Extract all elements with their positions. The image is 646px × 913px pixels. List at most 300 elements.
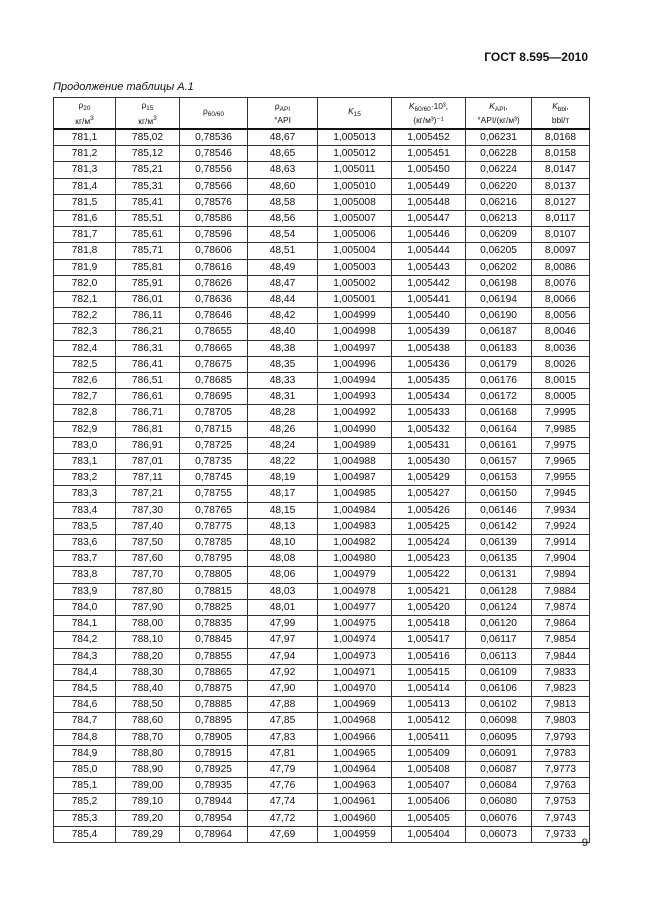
table-cell: 1,004994: [318, 373, 392, 389]
table-cell: 784,7: [54, 713, 116, 729]
table-cell: 0,78556: [180, 162, 248, 178]
table-cell: 48,33: [248, 373, 318, 389]
table-cell: 47,97: [248, 632, 318, 648]
table-cell: 47,81: [248, 745, 318, 761]
table-row: [54, 567, 590, 583]
table-cell: 784,9: [54, 745, 116, 761]
table-cell: 0,78925: [180, 761, 248, 777]
table-cell: 1,005434: [392, 389, 466, 405]
table-cell: 782,6: [54, 373, 116, 389]
table-cell: 0,06098: [466, 713, 532, 729]
table-cell: 7,9854: [532, 632, 590, 648]
standard-number: ГОСТ 8.595—2010: [484, 50, 588, 64]
table-cell: 0,06205: [466, 243, 532, 259]
table-row: [54, 129, 590, 146]
table-cell: 0,78845: [180, 632, 248, 648]
table-cell: 789,20: [116, 810, 180, 826]
table-cell: 785,12: [116, 146, 180, 162]
table-cell: 0,06202: [466, 259, 532, 275]
table-cell: 1,005413: [392, 697, 466, 713]
table-cell: 785,4: [54, 826, 116, 842]
table-cell: 786,81: [116, 421, 180, 437]
symbol-letter: ρ: [202, 106, 208, 116]
table-cell: 1,005450: [392, 162, 466, 178]
table-cell: 0,78875: [180, 680, 248, 696]
table-caption: Продолжение таблицы А.1: [53, 81, 194, 93]
table-cell: 783,2: [54, 470, 116, 486]
table-cell: 48,28: [248, 405, 318, 421]
table-cell: 0,78596: [180, 227, 248, 243]
table-cell: 48,06: [248, 567, 318, 583]
table-cell: 786,71: [116, 405, 180, 421]
table-cell: 0,78765: [180, 502, 248, 518]
table-row: [54, 502, 590, 518]
table-cell: 7,9995: [532, 405, 590, 421]
table-row: [54, 518, 590, 534]
table-body: [54, 129, 590, 842]
table-cell: 1,004964: [318, 761, 392, 777]
table-row: [54, 389, 590, 405]
table-cell: 0,06109: [466, 664, 532, 680]
table-cell: 8,0015: [532, 373, 590, 389]
table-cell: 781,4: [54, 178, 116, 194]
table-cell: 7,9914: [532, 535, 590, 551]
table-row: [54, 745, 590, 761]
table-cell: 781,1: [54, 129, 116, 146]
table-cell: 0,06131: [466, 567, 532, 583]
table-cell: 0,78665: [180, 340, 248, 356]
table-cell: 784,4: [54, 664, 116, 680]
table-cell: 1,004978: [318, 583, 392, 599]
table-cell: 7,9955: [532, 470, 590, 486]
table-row: [54, 583, 590, 599]
table-cell: 48,51: [248, 243, 318, 259]
table-cell: 1,005447: [392, 211, 466, 227]
table-cell: 1,004977: [318, 599, 392, 615]
table-row: [54, 373, 590, 389]
table-cell: 8,0168: [532, 129, 590, 146]
table-cell: 1,005416: [392, 648, 466, 664]
column-unit: [56, 114, 113, 126]
unit-superscript: 3: [153, 115, 157, 122]
table-cell: 788,90: [116, 761, 180, 777]
column-header: [392, 98, 466, 130]
table-cell: 783,1: [54, 454, 116, 470]
table-cell: 1,005010: [318, 178, 392, 194]
table-cell: 1,005436: [392, 356, 466, 372]
table-cell: 0,06157: [466, 454, 532, 470]
table-cell: 1,004975: [318, 616, 392, 632]
symbol-subscript: 20: [83, 105, 91, 112]
table-cell: 783,6: [54, 535, 116, 551]
table-cell: 0,06220: [466, 178, 532, 194]
table-cell: 48,63: [248, 162, 318, 178]
table-cell: 1,005435: [392, 373, 466, 389]
table-cell: 0,06216: [466, 194, 532, 210]
table-cell: 785,21: [116, 162, 180, 178]
table-cell: 7,9975: [532, 437, 590, 453]
table-cell: 48,56: [248, 211, 318, 227]
column-symbol: [118, 100, 177, 114]
table-cell: 0,78855: [180, 648, 248, 664]
table-cell: 1,005001: [318, 292, 392, 308]
table-cell: 1,005411: [392, 729, 466, 745]
table-cell: 1,004997: [318, 340, 392, 356]
table-cell: 782,2: [54, 308, 116, 324]
table-cell: 784,1: [54, 616, 116, 632]
table-row: [54, 664, 590, 680]
data-table: [53, 97, 590, 843]
table-cell: 783,5: [54, 518, 116, 534]
table-row: [54, 486, 590, 502]
unit-text: bbl/т: [551, 115, 570, 125]
table-cell: 786,21: [116, 324, 180, 340]
table-cell: 8,0137: [532, 178, 590, 194]
table-cell: 785,3: [54, 810, 116, 826]
table-cell: 1,005427: [392, 486, 466, 502]
table-row: [54, 324, 590, 340]
table-cell: 785,31: [116, 178, 180, 194]
table-cell: 781,3: [54, 162, 116, 178]
table-cell: 0,78825: [180, 599, 248, 615]
table-cell: 1,005448: [392, 194, 466, 210]
table-cell: 48,44: [248, 292, 318, 308]
table-cell: 48,15: [248, 502, 318, 518]
table-cell: 0,78895: [180, 713, 248, 729]
table-cell: 1,004998: [318, 324, 392, 340]
table-cell: 785,1: [54, 778, 116, 794]
table-cell: 0,06113: [466, 648, 532, 664]
table-cell: 0,78915: [180, 745, 248, 761]
table-cell: 1,005426: [392, 502, 466, 518]
table-cell: 785,71: [116, 243, 180, 259]
table-cell: 7,9773: [532, 761, 590, 777]
table-cell: 782,8: [54, 405, 116, 421]
table-cell: 7,9793: [532, 729, 590, 745]
table-row: [54, 454, 590, 470]
table-row: [54, 680, 590, 696]
symbol-suffix: ,: [566, 101, 569, 111]
table-row: [54, 178, 590, 194]
table-row: [54, 211, 590, 227]
table-cell: 8,0076: [532, 275, 590, 291]
table-cell: 48,40: [248, 324, 318, 340]
table-cell: 0,06190: [466, 308, 532, 324]
symbol-letter: ρ: [141, 100, 147, 110]
table-cell: 1,005002: [318, 275, 392, 291]
table-cell: 48,01: [248, 599, 318, 615]
table-cell: 1,005441: [392, 292, 466, 308]
table-cell: 1,005007: [318, 211, 392, 227]
table-cell: 784,6: [54, 697, 116, 713]
table-cell: 0,78536: [180, 129, 248, 146]
table-cell: 1,004971: [318, 664, 392, 680]
table-cell: 787,21: [116, 486, 180, 502]
table-cell: 1,005405: [392, 810, 466, 826]
table-cell: 788,20: [116, 648, 180, 664]
table-cell: 0,78566: [180, 178, 248, 194]
table-cell: 781,9: [54, 259, 116, 275]
column-symbol: [250, 101, 315, 115]
table-cell: 1,005429: [392, 470, 466, 486]
table-cell: 0,06135: [466, 551, 532, 567]
table-cell: 7,9783: [532, 745, 590, 761]
table-cell: 7,9743: [532, 810, 590, 826]
symbol-subscript: API: [279, 106, 291, 113]
symbol-letter: K: [552, 101, 558, 111]
table-cell: 48,26: [248, 421, 318, 437]
table-cell: 8,0026: [532, 356, 590, 372]
table-cell: 783,3: [54, 486, 116, 502]
table-row: [54, 616, 590, 632]
table-cell: 48,47: [248, 275, 318, 291]
column-symbol: [182, 106, 245, 120]
table-cell: 1,004987: [318, 470, 392, 486]
table-cell: 785,81: [116, 259, 180, 275]
table-cell: 788,80: [116, 745, 180, 761]
table-cell: 784,5: [54, 680, 116, 696]
table-cell: 0,06146: [466, 502, 532, 518]
column-header: [466, 98, 532, 130]
table-cell: 48,08: [248, 551, 318, 567]
table-row: [54, 729, 590, 745]
table-cell: 781,7: [54, 227, 116, 243]
column-symbol: [534, 101, 587, 115]
column-header: [248, 98, 318, 130]
table-cell: 1,005008: [318, 194, 392, 210]
table-cell: 1,004989: [318, 437, 392, 453]
table-cell: 786,01: [116, 292, 180, 308]
table-cell: 0,06080: [466, 794, 532, 810]
table-cell: 48,35: [248, 356, 318, 372]
table-cell: 1,005006: [318, 227, 392, 243]
table-cell: 784,0: [54, 599, 116, 615]
table-cell: 782,3: [54, 324, 116, 340]
table-cell: 7,9803: [532, 713, 590, 729]
table-cell: 0,06209: [466, 227, 532, 243]
table-cell: 788,00: [116, 616, 180, 632]
table-cell: 0,06183: [466, 340, 532, 356]
table-cell: 47,99: [248, 616, 318, 632]
symbol-subscript: 15: [146, 105, 154, 112]
table-cell: 47,79: [248, 761, 318, 777]
header-row: [54, 98, 590, 130]
table-cell: 0,78606: [180, 243, 248, 259]
table-cell: 0,06161: [466, 437, 532, 453]
table-cell: 0,78685: [180, 373, 248, 389]
table-cell: 788,40: [116, 680, 180, 696]
table-row: [54, 713, 590, 729]
symbol-letter: K: [489, 101, 495, 111]
table-cell: 0,06231: [466, 129, 532, 146]
table-cell: 48,58: [248, 194, 318, 210]
table-cell: 785,91: [116, 275, 180, 291]
table-cell: 1,005446: [392, 227, 466, 243]
table-cell: 788,60: [116, 713, 180, 729]
table-cell: 782,0: [54, 275, 116, 291]
table-cell: 1,005407: [392, 778, 466, 794]
table-cell: 48,67: [248, 129, 318, 146]
table-cell: 48,13: [248, 518, 318, 534]
table-cell: 782,9: [54, 421, 116, 437]
table-cell: 789,10: [116, 794, 180, 810]
table-row: [54, 243, 590, 259]
table-cell: 1,005424: [392, 535, 466, 551]
table-cell: 787,50: [116, 535, 180, 551]
table-cell: 1,005423: [392, 551, 466, 567]
table-row: [54, 259, 590, 275]
symbol-letter: K: [408, 101, 415, 111]
table-cell: 1,004968: [318, 713, 392, 729]
table-cell: 0,06164: [466, 421, 532, 437]
column-symbol: [56, 100, 113, 114]
table-cell: 7,9965: [532, 454, 590, 470]
column-symbol: [394, 101, 463, 115]
table-cell: 786,11: [116, 308, 180, 324]
table-cell: 0,06142: [466, 518, 532, 534]
table-cell: 48,17: [248, 486, 318, 502]
table-cell: 0,06228: [466, 146, 532, 162]
table-cell: 0,78944: [180, 794, 248, 810]
table-cell: 0,06179: [466, 356, 532, 372]
table-cell: 0,78885: [180, 697, 248, 713]
table-cell: 787,01: [116, 454, 180, 470]
table-cell: 0,78805: [180, 567, 248, 583]
table-cell: 48,22: [248, 454, 318, 470]
table-row: [54, 778, 590, 794]
table-cell: 1,005013: [318, 129, 392, 146]
table-cell: 7,9884: [532, 583, 590, 599]
table-cell: 48,42: [248, 308, 318, 324]
table-cell: 8,0127: [532, 194, 590, 210]
table-cell: 1,005004: [318, 243, 392, 259]
table-cell: 788,30: [116, 664, 180, 680]
table-cell: 48,49: [248, 259, 318, 275]
table-cell: 0,06150: [466, 486, 532, 502]
table-cell: 0,78815: [180, 583, 248, 599]
table-cell: 0,78785: [180, 535, 248, 551]
table-cell: 1,004990: [318, 421, 392, 437]
table-cell: 7,9753: [532, 794, 590, 810]
table-cell: 1,004963: [318, 778, 392, 794]
table-cell: 0,78705: [180, 405, 248, 421]
table-cell: 786,61: [116, 389, 180, 405]
table-cell: 1,005422: [392, 567, 466, 583]
table-cell: 0,78576: [180, 194, 248, 210]
table-cell: 1,004979: [318, 567, 392, 583]
table-cell: 787,60: [116, 551, 180, 567]
table-cell: 784,8: [54, 729, 116, 745]
table-cell: 0,06187: [466, 324, 532, 340]
table-cell: 0,78865: [180, 664, 248, 680]
table-cell: 7,9733: [532, 826, 590, 842]
table-row: [54, 194, 590, 210]
table-cell: 0,78964: [180, 826, 248, 842]
table-cell: 0,78755: [180, 486, 248, 502]
table-cell: 48,24: [248, 437, 318, 453]
table-cell: 0,06106: [466, 680, 532, 696]
table-cell: 1,004965: [318, 745, 392, 761]
table-cell: 0,78586: [180, 211, 248, 227]
table-cell: 786,91: [116, 437, 180, 453]
table-cell: 789,29: [116, 826, 180, 842]
unit-text: °API/(кг/м³): [477, 115, 520, 125]
table-cell: 8,0066: [532, 292, 590, 308]
symbol-suffix: ·10³,: [430, 101, 449, 111]
table-cell: 783,0: [54, 437, 116, 453]
table-row: [54, 551, 590, 567]
table-cell: 7,9763: [532, 778, 590, 794]
table-cell: 0,06153: [466, 470, 532, 486]
table-cell: 1,004999: [318, 308, 392, 324]
table-cell: 1,004993: [318, 389, 392, 405]
table-row: [54, 421, 590, 437]
table-cell: 1,004960: [318, 810, 392, 826]
table-cell: 1,004983: [318, 518, 392, 534]
table-row: [54, 308, 590, 324]
table-cell: 1,004970: [318, 680, 392, 696]
table-cell: 0,78905: [180, 729, 248, 745]
table-cell: 1,005406: [392, 794, 466, 810]
table-cell: 0,06213: [466, 211, 532, 227]
table-cell: 0,06120: [466, 616, 532, 632]
table-cell: 1,005409: [392, 745, 466, 761]
table-cell: 7,9833: [532, 664, 590, 680]
symbol-subscript: 60/60: [414, 106, 431, 113]
table-cell: 8,0005: [532, 389, 590, 405]
table-cell: 7,9823: [532, 680, 590, 696]
table-cell: 0,06124: [466, 599, 532, 615]
column-header: [180, 98, 248, 130]
table-cell: 7,9864: [532, 616, 590, 632]
symbol-subscript: 15: [353, 111, 361, 118]
table-cell: 0,78795: [180, 551, 248, 567]
column-unit: [394, 115, 463, 125]
table-cell: 0,06073: [466, 826, 532, 842]
table-cell: 48,54: [248, 227, 318, 243]
table-cell: 0,78616: [180, 259, 248, 275]
table-cell: 782,1: [54, 292, 116, 308]
column-symbol: [320, 106, 389, 120]
table-cell: 785,02: [116, 129, 180, 146]
table-cell: 0,06095: [466, 729, 532, 745]
table-cell: 781,5: [54, 194, 116, 210]
table-cell: 8,0107: [532, 227, 590, 243]
table-cell: 48,60: [248, 178, 318, 194]
table-cell: 8,0097: [532, 243, 590, 259]
table-cell: 1,005449: [392, 178, 466, 194]
table-cell: 782,5: [54, 356, 116, 372]
symbol-letter: ρ: [78, 100, 84, 110]
table-cell: 48,65: [248, 146, 318, 162]
table-cell: 0,78935: [180, 778, 248, 794]
table-cell: 48,19: [248, 470, 318, 486]
table-cell: 48,38: [248, 340, 318, 356]
table-cell: 1,004982: [318, 535, 392, 551]
table-cell: 0,78626: [180, 275, 248, 291]
table-cell: 786,41: [116, 356, 180, 372]
symbol-subscript: 60/60: [207, 111, 225, 118]
table-cell: 783,9: [54, 583, 116, 599]
table-cell: 787,11: [116, 470, 180, 486]
table-cell: 786,31: [116, 340, 180, 356]
table-cell: 1,005414: [392, 680, 466, 696]
table-row: [54, 275, 590, 291]
table-cell: 786,51: [116, 373, 180, 389]
table-cell: 787,90: [116, 599, 180, 615]
table-cell: 0,78695: [180, 389, 248, 405]
table-cell: 1,004974: [318, 632, 392, 648]
